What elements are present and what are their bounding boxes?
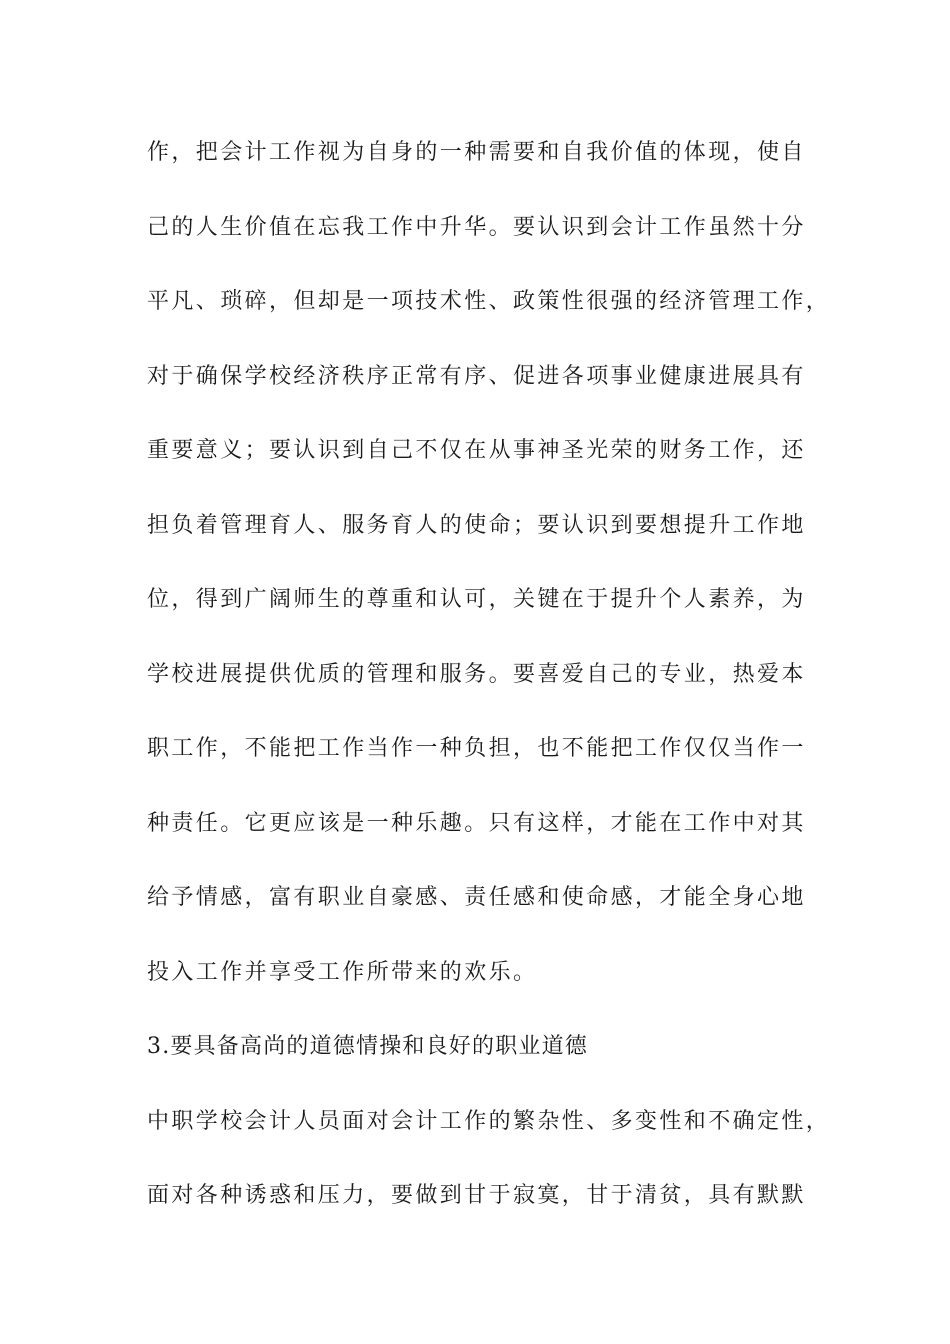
paragraph-line: 投入工作并享受工作所带来的欢乐。: [147, 959, 538, 985]
paragraph-line: 位，得到广阔师生的尊重和认可，关键在于提升个人素养，为: [147, 587, 806, 612]
paragraph-line: 对于确保学校经济秩序正常有序、促进各项事业健康进展具有: [147, 363, 806, 389]
paragraph-line: 给予情感，富有职业自豪感、责任感和使命感，才能全身心地: [147, 885, 806, 910]
body-text: [147, 133, 831, 1251]
paragraph-line: 面对各种诱惑和压力，要做到甘于寂寞，甘于清贫，具有默默: [147, 1183, 806, 1208]
paragraph-line: 作，把会计工作视为自身的一种需要和自我价值的体现，使自: [147, 140, 806, 165]
paragraph-line: 己的人生价值在忘我工作中升华。要认识到会计工作虽然十分: [147, 214, 806, 240]
paragraph-line: 种责任。它更应该是一种乐趣。只有这样，才能在工作中对其: [147, 810, 806, 836]
paragraph-line: 中职学校会计人员面对会计工作的繁杂性、多变性和不确定性，: [147, 1108, 831, 1134]
section-heading: 3.要具备高尚的道德情操和良好的职业道德: [147, 1034, 588, 1059]
paragraph-line: 职工作，不能把工作当作一种负担，也不能把工作仅仅当作一: [147, 736, 806, 761]
paragraph-line: 担负着管理育人、服务育人的使命；要认识到要想提升工作地: [147, 512, 806, 538]
paragraph-line: 重要意义；要认识到自己不仅在从事神圣光荣的财务工作，还: [147, 438, 806, 463]
paragraph-line: 平凡、琐碎，但却是一项技术性、政策性很强的经济管理工作，: [147, 289, 831, 314]
paragraph-line: 学校进展提供优质的管理和服务。要喜爱自己的专业，热爱本: [147, 661, 806, 687]
